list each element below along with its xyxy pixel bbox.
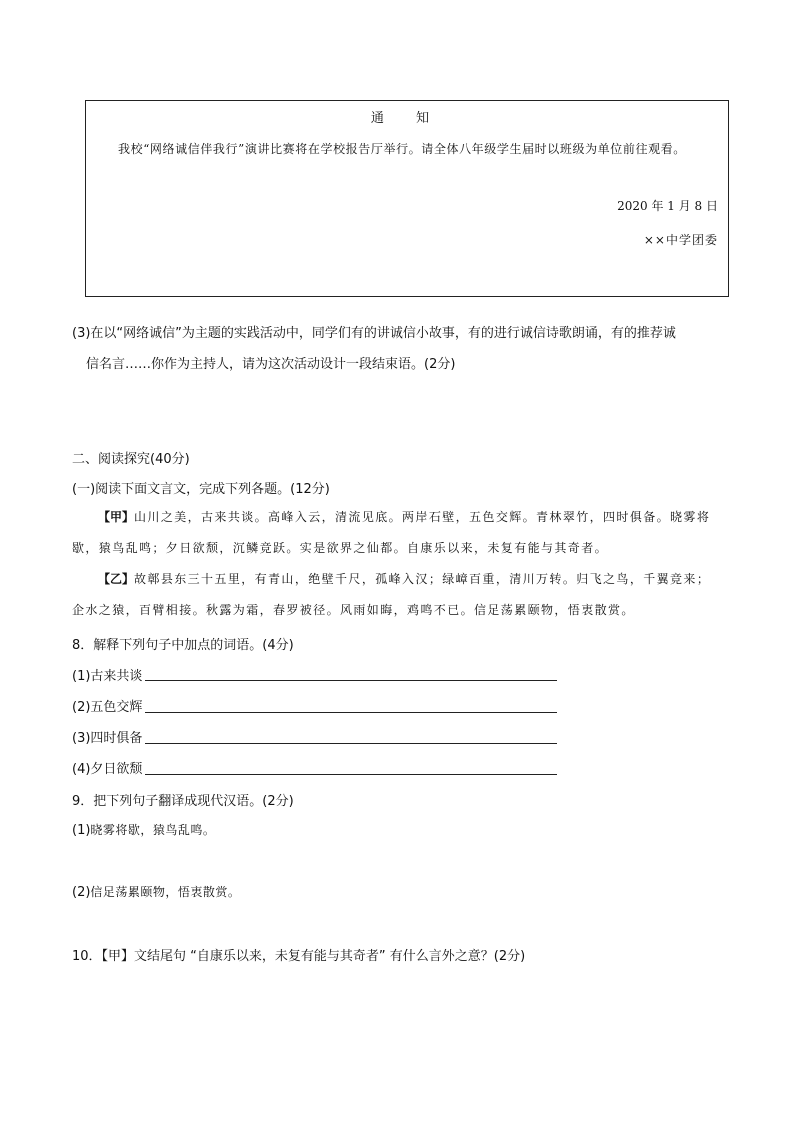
question-9-item-1-label: (1): [72, 823, 91, 838]
question-9-stem: 9．把下列句子翻译成现代汉语。(2分): [72, 794, 294, 809]
passage-yi: [72, 564, 722, 626]
notice-org: ××中学团委: [643, 233, 718, 247]
notice-box: [85, 100, 729, 297]
question-9-item-2: [72, 883, 240, 900]
section-2-sub-heading: (一)阅读下面文言文，完成下列各题。(12分): [72, 482, 330, 497]
passage-yi-tag: 【乙】: [98, 572, 135, 586]
answer-blank-2[interactable]: [145, 712, 557, 713]
question-8-item-3: (3)四时俱备: [72, 731, 143, 746]
question-10-stem: 10．【甲】文结尾句 “自康乐以来，未复有能与其奇者” 有什么言外之意？(2分): [72, 949, 526, 964]
notice-date: 2020 年 1 月 8 日: [617, 199, 718, 213]
question-9-item-2-label: (2): [72, 885, 91, 900]
passage-jia: [72, 502, 722, 564]
section-2-heading: 二、阅读探究(40分): [72, 452, 190, 467]
question-8-stem: 8．解释下列句子中加点的词语。(4分): [72, 638, 294, 653]
answer-blank-4[interactable]: [145, 774, 557, 775]
answer-blank-3[interactable]: [145, 743, 557, 744]
passage-jia-tag: 【甲】: [98, 510, 135, 524]
question-9-item-2-text: 信足荡累颐物，悟衷散赏。: [90, 885, 241, 899]
question-9-item-1-text: 晓雾将歇，猿鸟乱鸣。: [90, 823, 216, 837]
passage-jia-text: 山川之美，古来共谈。高峰入云，清流见底。两岸石壁，五色交辉。青林翠竹，四时俱备。晓雾将歇，猿鸟乱鸣；夕日欲颓，沉鳞竞跃。实是欲界之仙都。自康乐以来，未复有能与其奇者。: [72, 510, 711, 555]
notice-title: 通 知: [370, 111, 444, 126]
notice-body: 我校“网络诚信伴我行”演讲比赛将在学校报告厅举行。请全体八年级学生届时以班级为单位前往观看。: [118, 142, 686, 156]
answer-blank-1[interactable]: [145, 680, 557, 681]
question-8-item-4: (4)夕日欲颓: [72, 762, 143, 777]
question-8-item-2: (2)五色交辉: [72, 700, 143, 715]
question-8-item-1: (1)古来共谈: [72, 669, 143, 684]
question-3-line-2: 信名言……你作为主持人，请为这次活动设计一段结束语。(2分): [86, 357, 456, 372]
passage-yi-text: 故鄣县东三十五里，有青山，绝壁千尺，孤峰入汉；绿嶂百重，清川万转。归飞之鸟，千翼竞来；企水之猿，百臂相接。秋露为霜，春罗被径。风雨如晦，鸡鸣不已。信足荡累颐物，悟衷散赏。: [72, 572, 711, 617]
question-9-item-1: [72, 821, 215, 838]
question-3-line-1: (3)在以“网络诚信”为主题的实践活动中，同学们有的讲诚信小故事，有的进行诚信诗歌朗诵，有的推荐诚: [72, 326, 676, 341]
